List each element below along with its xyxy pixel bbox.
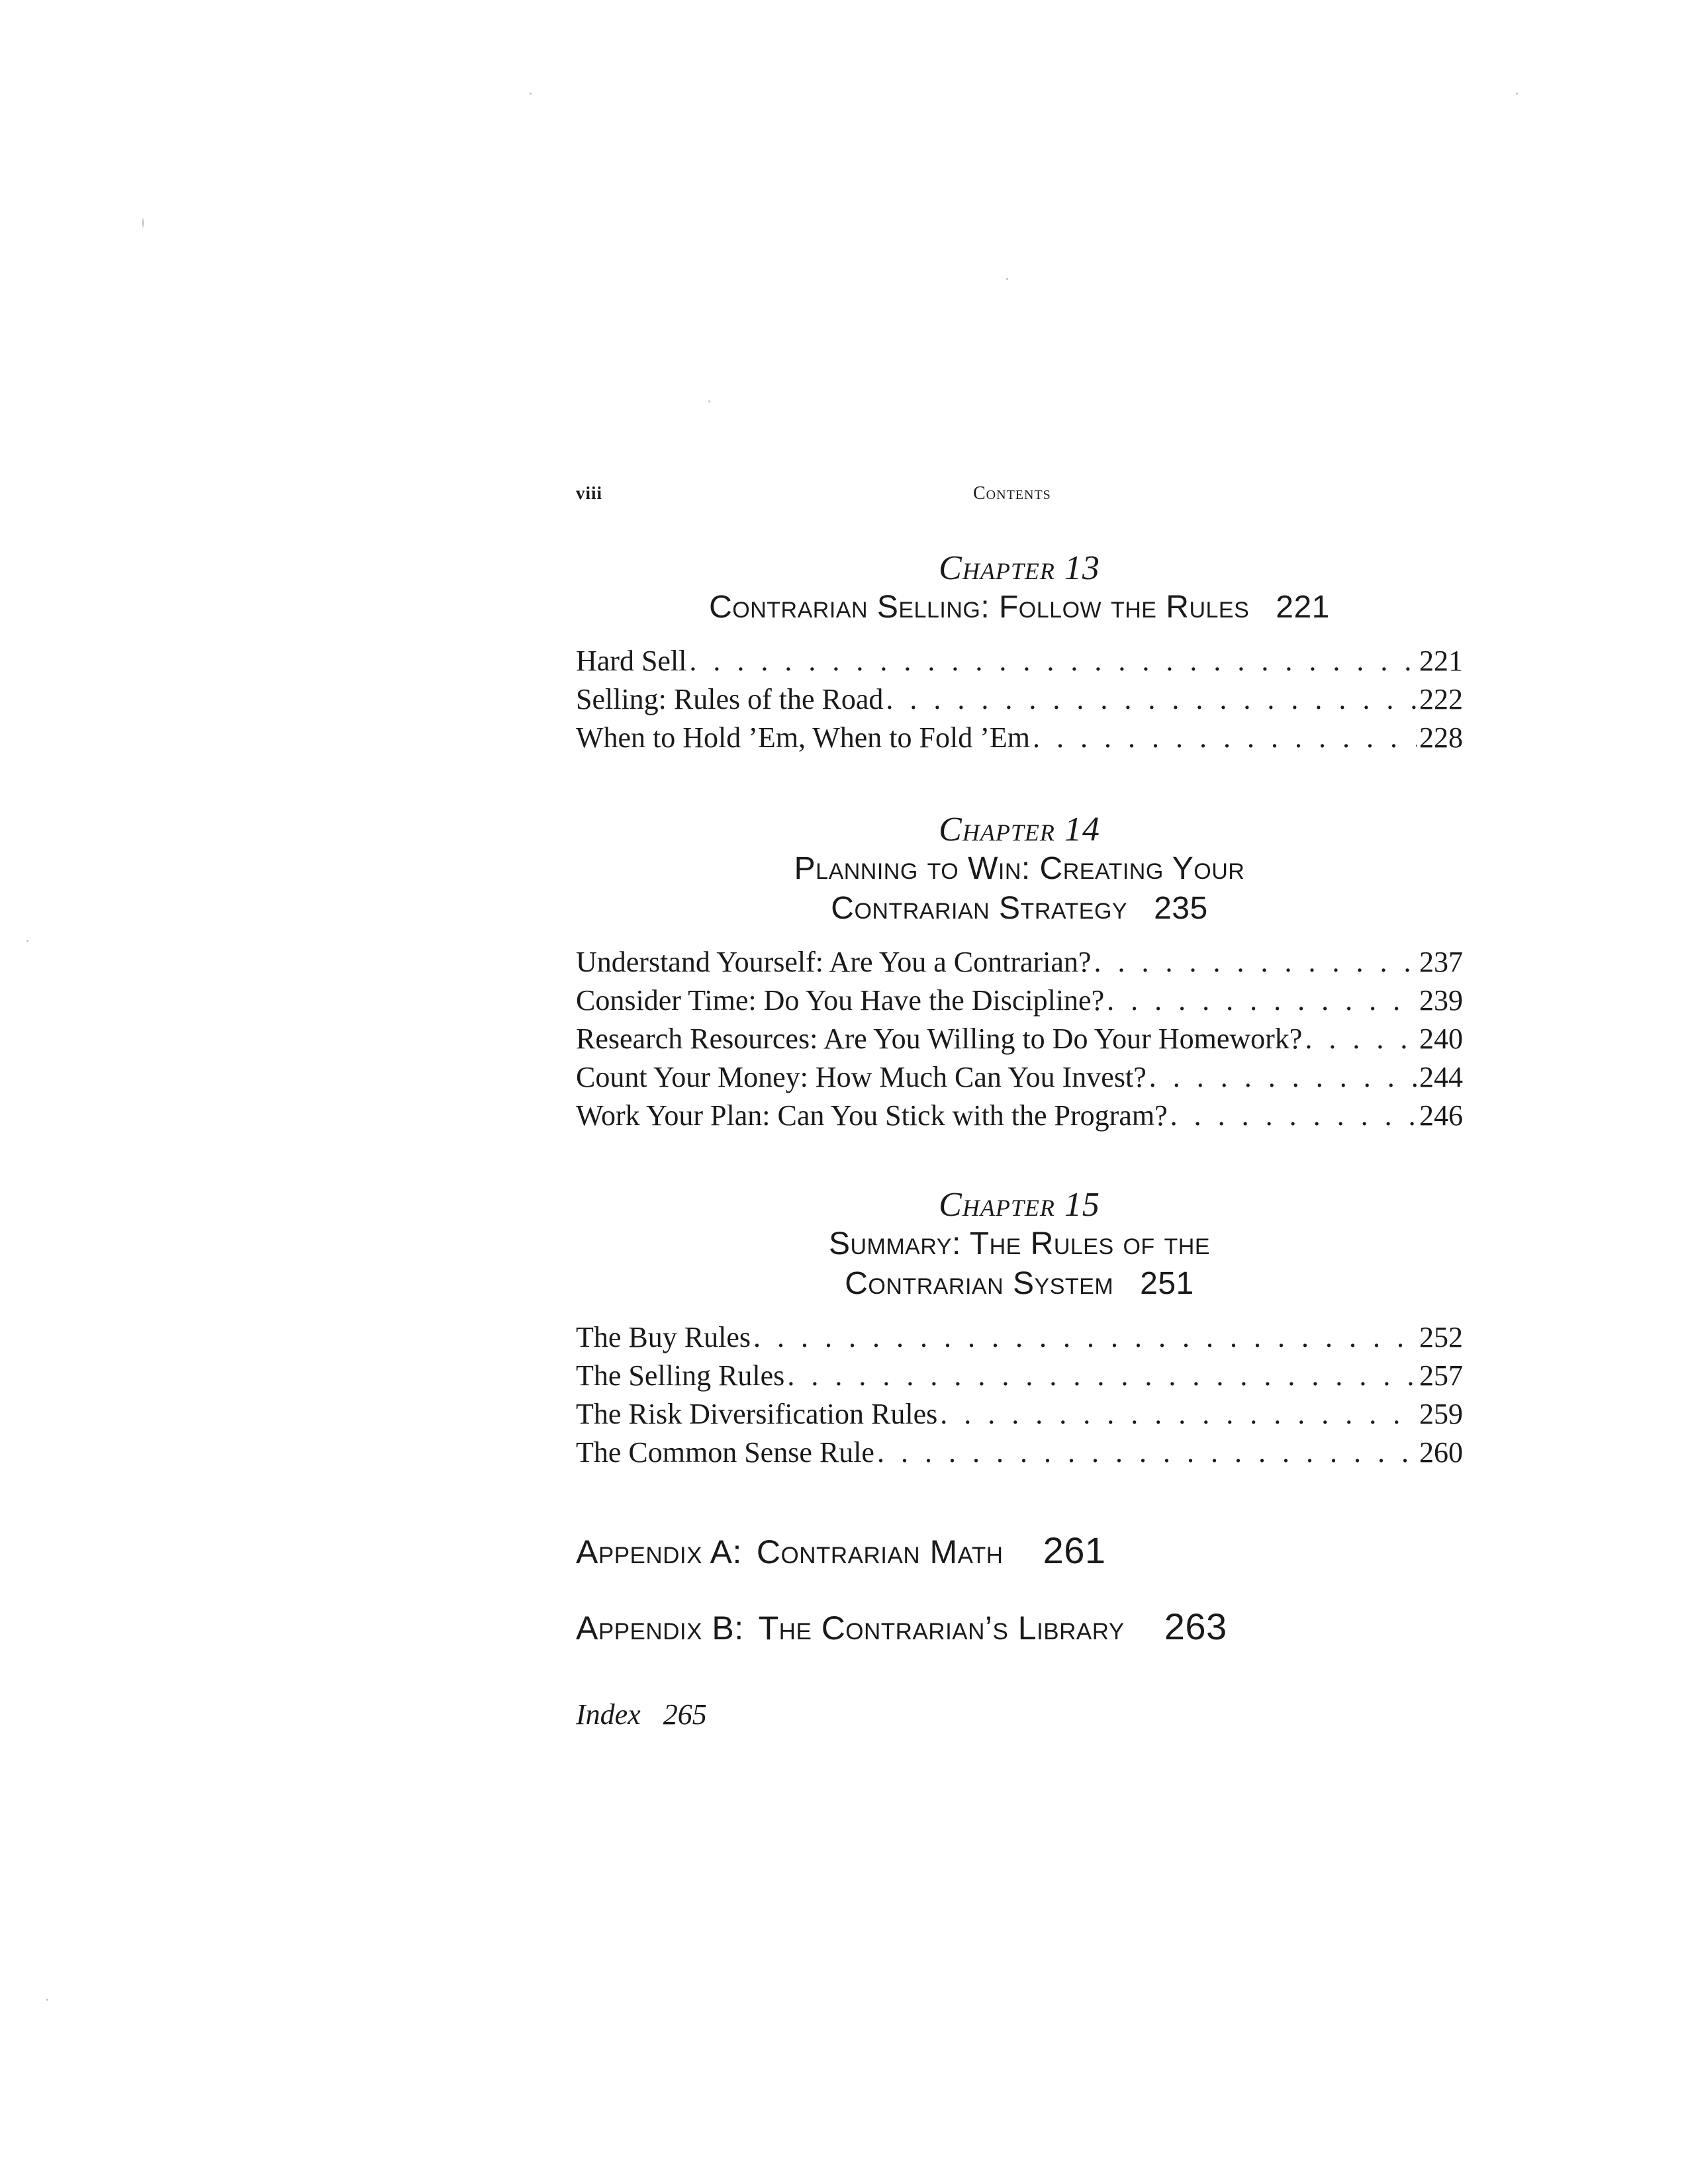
toc-entries <box>576 1318 1463 1472</box>
chapter-title <box>576 889 1463 929</box>
chapter-title-line: Contrarian Strategy <box>831 891 1128 926</box>
scan-speck <box>1516 93 1518 95</box>
toc-entry-page: 240 <box>1419 1023 1463 1055</box>
toc-entry-page: 221 <box>1419 645 1463 677</box>
toc-entry[interactable] <box>576 1020 1463 1058</box>
toc-entry-page: 237 <box>1419 946 1463 978</box>
toc-entry[interactable] <box>576 1058 1463 1097</box>
toc-entry-page: 260 <box>1419 1436 1463 1469</box>
toc-chapter-15 <box>576 1186 1463 1472</box>
toc-entry[interactable] <box>576 1357 1463 1395</box>
toc-appendix-a[interactable] <box>576 1529 1106 1572</box>
toc-entry[interactable] <box>576 680 1463 719</box>
toc-entry-page: 222 <box>1419 683 1463 715</box>
chapter-title-line: Planning to Win: Creating Your <box>794 851 1245 886</box>
chapter-title-line: Summary: The Rules of the <box>828 1226 1211 1261</box>
dot-leader <box>1107 981 1417 1020</box>
dot-leader <box>1305 1020 1417 1058</box>
toc-entry-title: Count Your Money: How Much Can You Invest? <box>576 1061 1147 1093</box>
appendix-title: The Contrarian’s Library <box>758 1610 1125 1647</box>
toc-entry-title: The Risk Diversification Rules <box>576 1398 938 1430</box>
scan-speck <box>46 1999 48 2001</box>
toc-entry-page: 246 <box>1419 1099 1463 1132</box>
chapter-title <box>576 1264 1463 1304</box>
toc-entry-title: The Common Sense Rule <box>576 1436 874 1469</box>
toc-entry[interactable] <box>576 1318 1463 1357</box>
toc-entry[interactable] <box>576 1395 1463 1433</box>
chapter-label: Chapter 13 <box>939 549 1100 587</box>
toc-entry-title: The Selling Rules <box>576 1359 785 1392</box>
dot-leader <box>877 1433 1417 1472</box>
chapter-title <box>576 588 1463 627</box>
toc-entry[interactable] <box>576 1097 1463 1135</box>
appendix-page: 261 <box>1043 1529 1106 1571</box>
dot-leader <box>940 1395 1417 1433</box>
toc-entry-page: 244 <box>1419 1061 1463 1093</box>
chapter-label: Chapter 14 <box>939 811 1100 848</box>
toc-index[interactable] <box>576 1698 707 1731</box>
toc-entries <box>576 943 1463 1135</box>
appendix-page: 263 <box>1164 1606 1227 1647</box>
toc-entry-title: The Buy Rules <box>576 1321 751 1353</box>
chapter-page: 221 <box>1276 590 1330 625</box>
chapter-title <box>576 849 1463 889</box>
appendix-title: Contrarian Math <box>756 1533 1004 1570</box>
dot-leader <box>1033 719 1417 757</box>
toc-entry-title: When to Hold ’Em, When to Fold ’Em <box>576 721 1030 754</box>
toc-entry-page: 228 <box>1419 721 1463 754</box>
toc-entry-title: Understand Yourself: Are You a Contrarian? <box>576 946 1092 978</box>
chapter-title <box>576 1224 1463 1264</box>
toc-entry[interactable] <box>576 642 1463 680</box>
toc-entry-page: 239 <box>1419 984 1463 1017</box>
dot-leader <box>886 680 1417 719</box>
toc-appendix-b[interactable] <box>576 1605 1227 1648</box>
dot-leader <box>689 642 1417 680</box>
index-page: 265 <box>663 1698 707 1731</box>
toc-entry-title: Work Your Plan: Can You Stick with the Program? <box>576 1099 1168 1132</box>
dot-leader <box>753 1318 1417 1357</box>
scan-speck <box>1006 278 1008 280</box>
chapter-label: Chapter 15 <box>939 1186 1100 1224</box>
toc-entries <box>576 642 1463 757</box>
chapter-title-line: Contrarian Selling: Follow the Rules <box>709 590 1250 625</box>
page-header <box>576 483 1463 510</box>
toc-entry[interactable] <box>576 981 1463 1020</box>
chapter-title-line: Contrarian System <box>845 1266 1114 1301</box>
toc-entry-title: Selling: Rules of the Road <box>576 683 884 715</box>
toc-chapter-14 <box>576 811 1463 1135</box>
appendix-label: Appendix A: <box>576 1533 742 1570</box>
toc-chapter-13 <box>576 549 1463 757</box>
dot-leader <box>787 1357 1417 1395</box>
chapter-page: 235 <box>1154 891 1208 926</box>
scan-speck <box>142 218 144 228</box>
toc-entry-page: 257 <box>1419 1359 1463 1392</box>
page-number-folio: viii <box>576 483 603 503</box>
scan-speck <box>708 400 710 402</box>
appendix-label: Appendix B: <box>576 1610 744 1647</box>
scan-speck <box>530 93 532 95</box>
toc-entry[interactable] <box>576 719 1463 757</box>
dot-leader <box>1149 1058 1417 1097</box>
chapter-page: 251 <box>1140 1266 1194 1301</box>
scan-speck <box>26 940 28 942</box>
toc-entry-title: Consider Time: Do You Have the Discipline? <box>576 984 1105 1017</box>
toc-entry-title: Hard Sell <box>576 645 687 677</box>
toc-entry-title: Research Resources: Are You Willing to Do Your Homework? <box>576 1023 1303 1055</box>
index-label: Index <box>576 1698 641 1731</box>
dot-leader <box>1094 943 1417 981</box>
toc-entry-page: 252 <box>1419 1321 1463 1353</box>
toc-entry[interactable] <box>576 1433 1463 1472</box>
running-head: Contents <box>973 483 1051 504</box>
dot-leader <box>1170 1097 1417 1135</box>
toc-entry[interactable] <box>576 943 1463 981</box>
toc-entry-page: 259 <box>1419 1398 1463 1430</box>
